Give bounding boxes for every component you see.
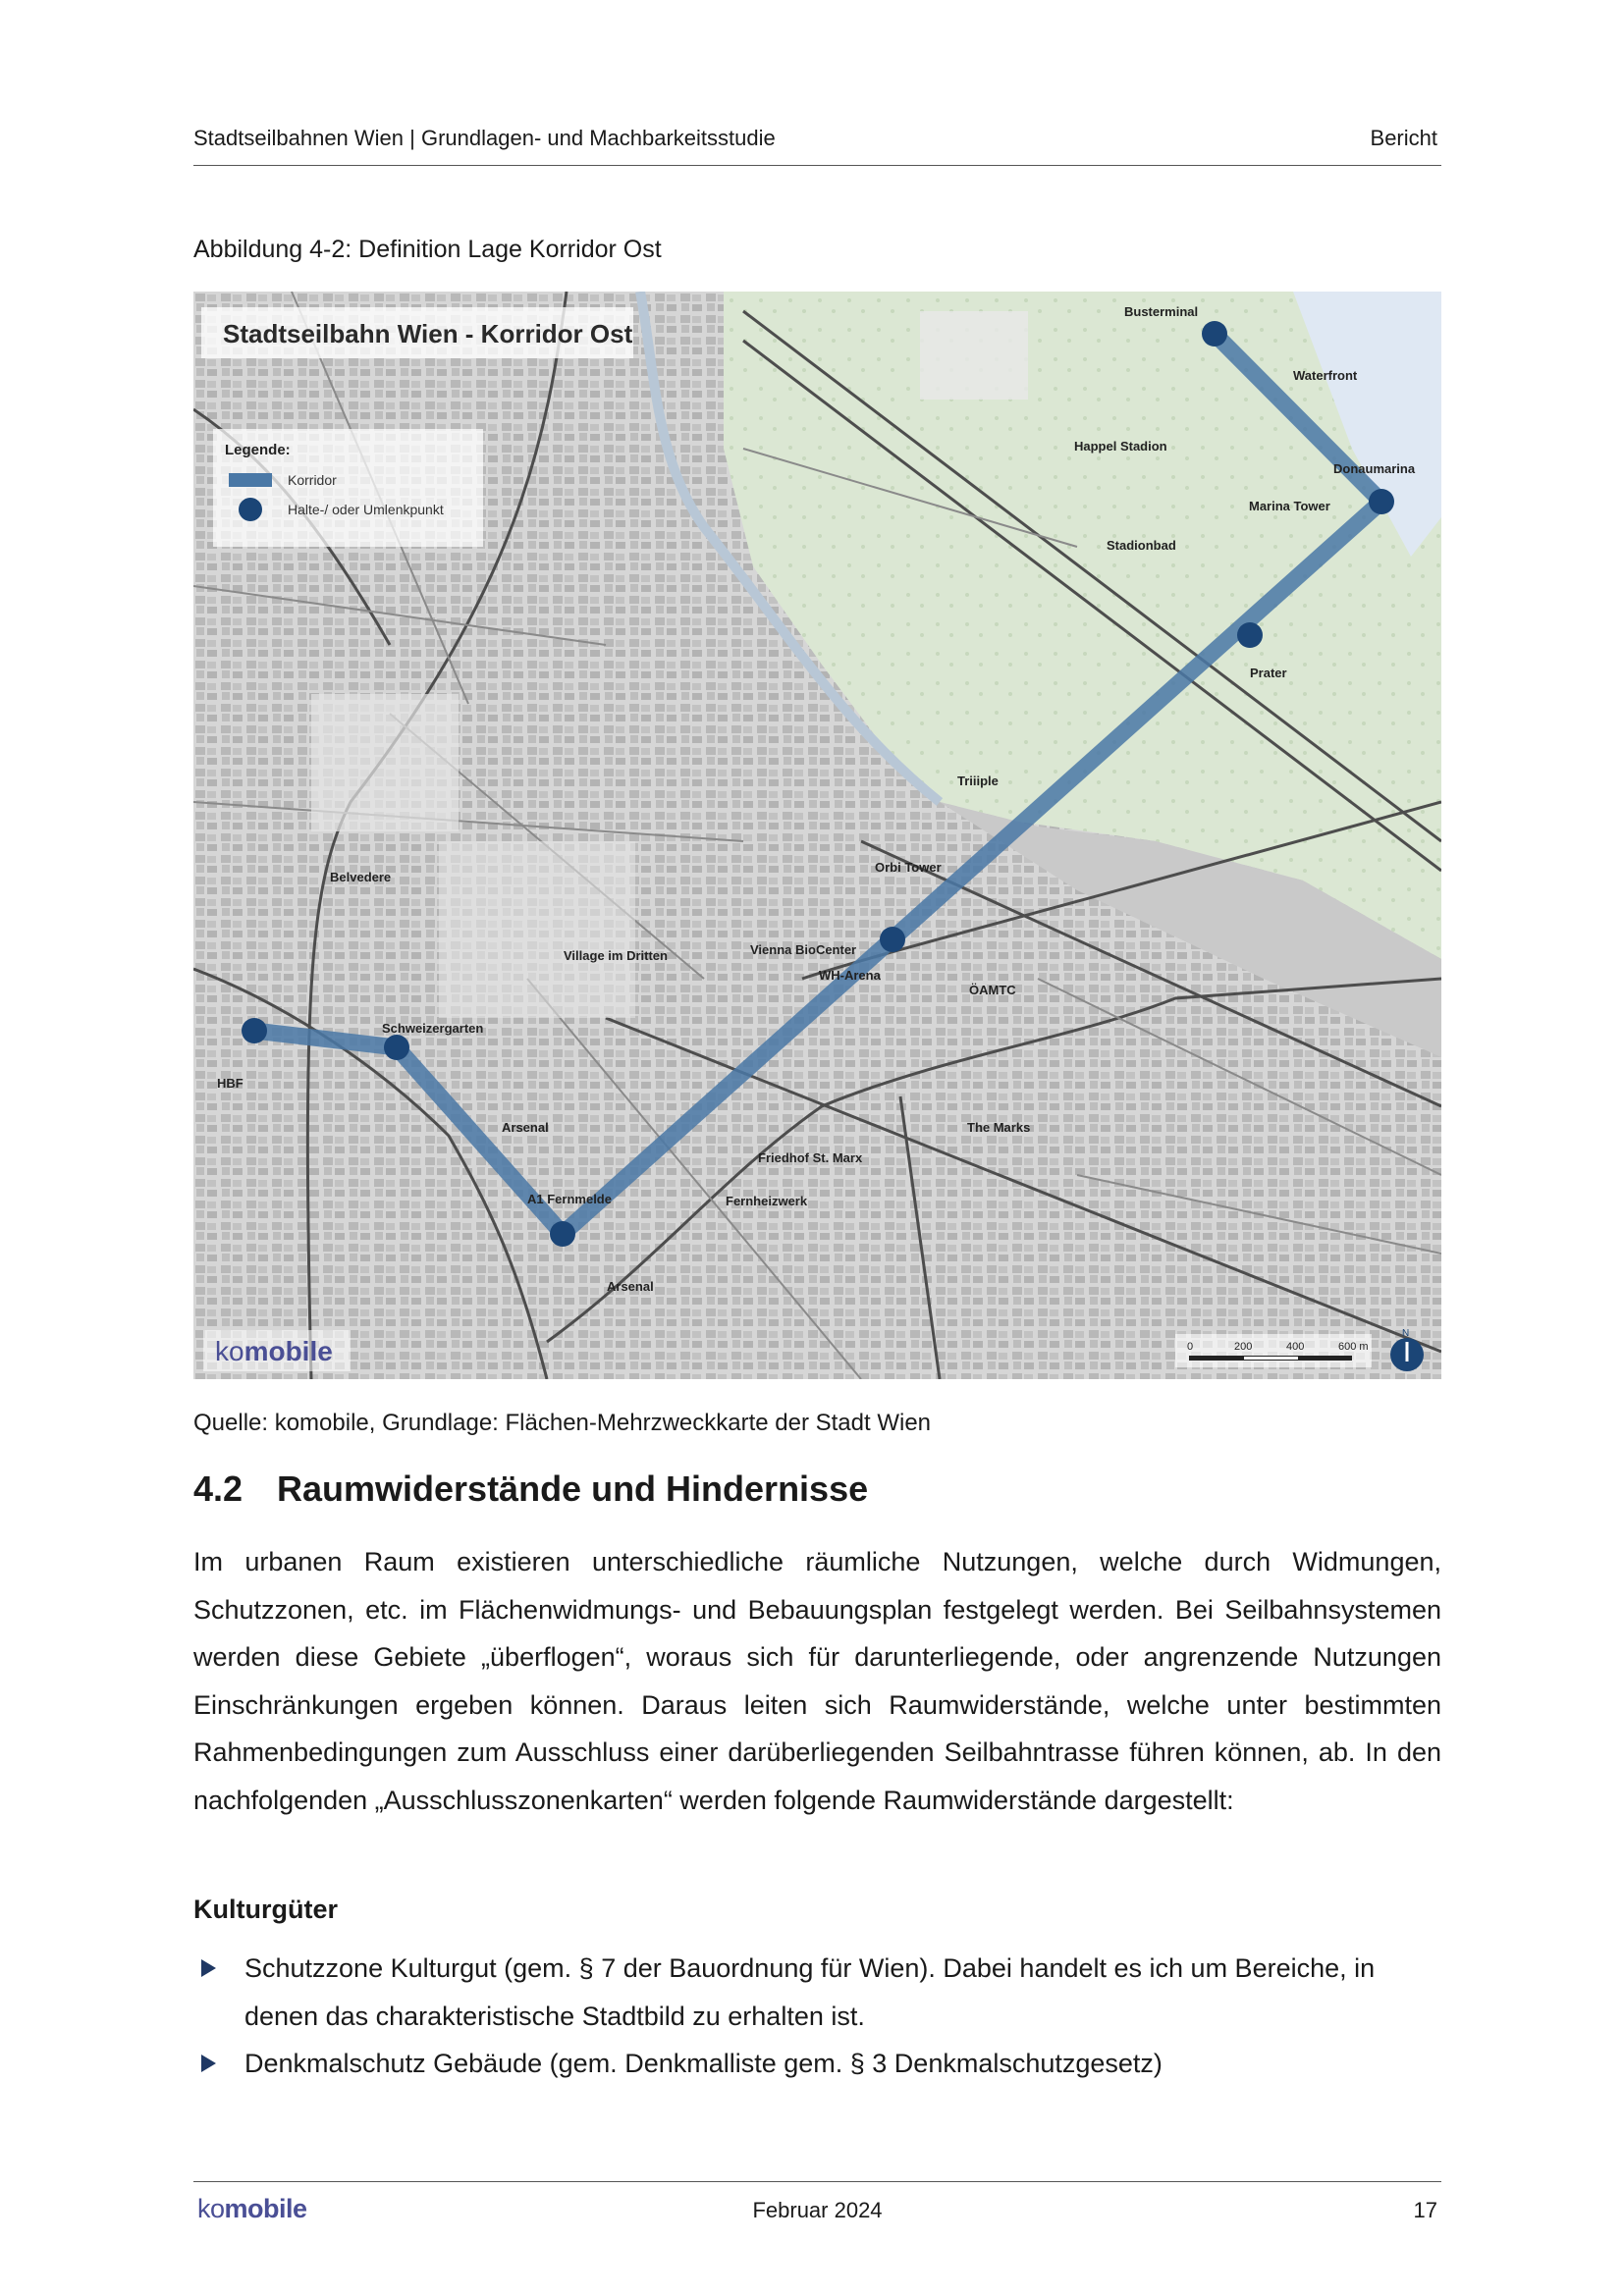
legend-stop-symbol [239,498,262,521]
footer-logo-ko: ko [197,2194,225,2223]
stop-hbf [242,1018,267,1043]
label-schweizergarten: Schweizergarten [382,1021,484,1036]
legend-title: Legende: [225,442,291,458]
footer-date: Februar 2024 [752,2198,883,2222]
label-marina-tower: Marina Tower [1249,499,1330,513]
stop-arsenal [550,1221,575,1247]
figure-source: Quelle: komobile, Grundlage: Flächen-Mehrzweckkarte der Stadt Wien [193,1410,932,1436]
label-a1-fernmelde: A1 Fernmelde [527,1192,612,1206]
label-donaumarina: Donaumarina [1333,461,1416,476]
stop-prater [1237,622,1263,648]
label-belvedere: Belvedere [330,870,392,884]
header-section: Bericht [1370,126,1437,150]
bullet-list [193,1945,1441,2088]
list-item [193,2040,1441,2088]
scale-label-600: 600 m [1338,1341,1369,1353]
label-arsenal-north: Arsenal [502,1120,549,1135]
map-title: Stadtseilbahn Wien - Korridor Ost [223,319,633,348]
bullet-triangle-icon [201,1959,216,1977]
label-orbi-tower: Orbi Tower [875,860,942,875]
page-header [193,126,1441,166]
map-logo: komobile [215,1336,333,1366]
label-wh-arena: WH-Arena [819,968,881,983]
label-arsenal-south: Arsenal [607,1279,654,1294]
label-the-marks: The Marks [967,1120,1031,1135]
scale-label-0: 0 [1187,1341,1194,1353]
stop-hbf-east [384,1035,409,1060]
label-oeamtc: ÖAMTC [969,983,1016,997]
legend-stop-label: Halte-/ oder Umlenkpunkt [288,502,444,517]
label-vienna-biocenter: Vienna BioCenter [750,942,857,957]
stop-wh-arena [880,927,905,952]
label-village-im-dritten: Village im Dritten [564,948,668,963]
label-stadionbad: Stadionbad [1107,538,1176,553]
map-canvas [193,292,1441,1379]
footer-logo-mobile: mobile [224,2194,307,2223]
label-prater: Prater [1250,666,1287,680]
section-paragraph: Im urbanen Raum existieren unterschiedliche räumliche Nutzungen, welche durch Widmungen, Schutzzonen, etc. im Flächenwidmungs- und Bebauungsplan festgelegt werden. Bei Seilbahnsystemen werden diese Gebiete „überflogen“, woraus sich für darunterliegende, oder angrenzende Nutzungen Einschränkungen ergeben können. Daraus leiten sich Raumwiderstände, welche unter bestimmten Rahmenbedingungen zum Ausschluss einer darüberliegenden Seilbahntrasse führen können, ab. In den nachfolgenden „Ausschlusszonenkarten“ werden folgende Raumwiderstände dargestellt: [193,1547,1441,1815]
bullet-text: Schutzzone Kulturgut (gem. § 7 der Bauordnung für Wien). Dabei handelt es ich um Bereiche, in denen das charakteristische Stadtbild zu erhalten ist. [244,1953,1376,2031]
page-number: 17 [1413,2198,1437,2222]
label-happel-stadion: Happel Stadion [1074,439,1167,454]
bullet-triangle-icon [201,2055,216,2072]
belvedere-area [311,694,459,831]
section-number: 4.2 [193,1468,243,1509]
happel-area [920,311,1028,400]
scale-label-400: 400 [1286,1341,1305,1353]
figure-caption: Abbildung 4-2: Definition Lage Korridor Ost [193,236,662,263]
stop-busterminal [1202,321,1227,347]
section-heading [193,1468,868,1510]
label-waterfront: Waterfront [1293,368,1358,383]
bullet-text: Denkmalschutz Gebäude (gem. Denkmalliste gem. § 3 Denkmalschutzgesetz) [244,2049,1163,2078]
header-title: Stadtseilbahnen Wien | Grundlagen- und Machbarkeitsstudie [193,126,776,150]
page-footer [193,2181,1441,2241]
legend-corridor-label: Korridor [288,472,337,488]
north-label: N [1402,1328,1410,1339]
arsenal-area [439,841,635,1018]
section-title: Raumwiderstände und Hindernisse [277,1468,869,1509]
list-item [193,1945,1441,2040]
legend-corridor-swatch [229,473,272,487]
label-fernheizwerk: Fernheizwerk [726,1194,808,1208]
scale-label-200: 200 [1234,1341,1253,1353]
label-friedhof-st-marx: Friedhof St. Marx [758,1150,863,1165]
subheading-kulturgueter: Kulturgüter [193,1895,338,1924]
label-hbf: HBF [217,1076,243,1091]
stop-marina-tower [1369,489,1394,514]
corridor-map [193,292,1441,1379]
label-triiiple: Triiiple [957,774,999,788]
label-busterminal: Busterminal [1124,304,1199,319]
